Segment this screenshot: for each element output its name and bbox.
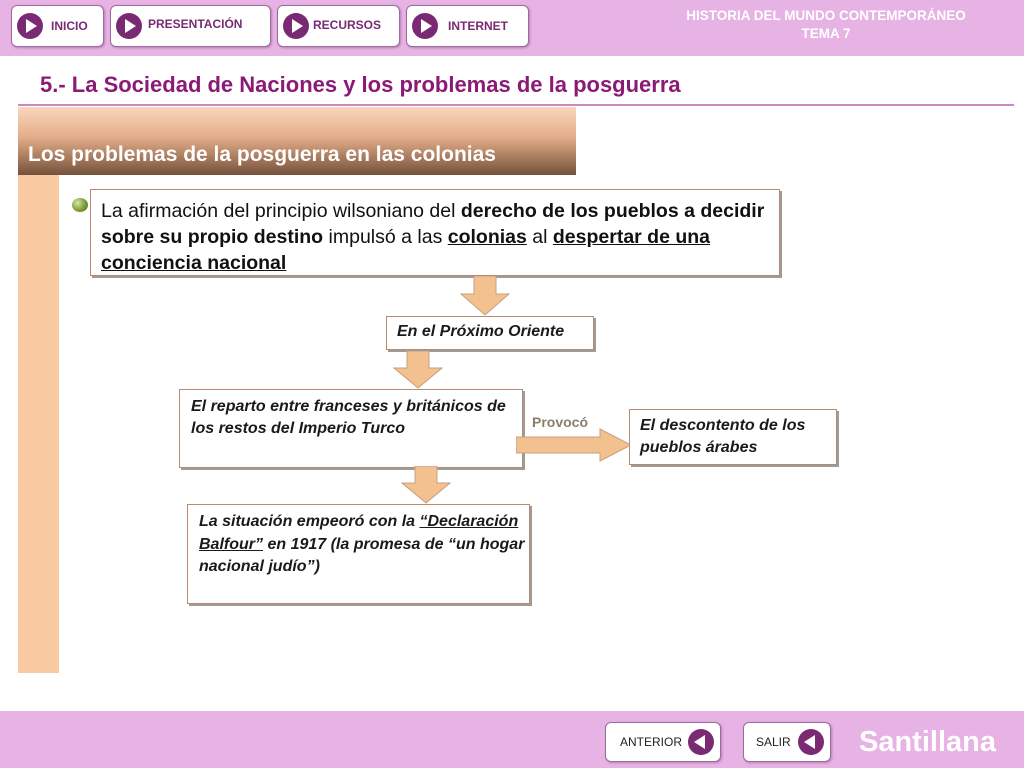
intro-text: La afirmación del principio wilsoniano del derecho de los pueblos a decidir sobre su propio destino impulsó a las colonias al despertar de una conciencia nacional: [101, 200, 765, 274]
descontento-box: [629, 409, 837, 465]
intro-emphasis: derecho de los pueblos a decidir sobre su propio destino: [101, 200, 765, 248]
bullet-icon: [72, 198, 88, 212]
anterior-button[interactable]: [605, 722, 721, 762]
down-arrow-icon: [393, 351, 443, 389]
colonias-link-text: colonias: [447, 226, 527, 248]
balfour-declaration-text: “Declaración Balfour”: [199, 513, 519, 553]
anterior-label: ANTERIOR: [620, 735, 683, 749]
balfour-box: [187, 504, 530, 604]
nav-internet-label: INTERNET: [448, 19, 508, 33]
nav-internet-button[interactable]: [406, 5, 529, 47]
play-icon: [17, 13, 43, 39]
conciencia-text: despertar de una conciencia nacional: [101, 226, 711, 274]
play-icon: [412, 13, 438, 39]
nav-presentacion-label: PRESENTACIÓN: [148, 17, 243, 31]
provoco-label: Provocó: [532, 414, 589, 430]
orient-text: En el Próximo Oriente: [397, 323, 565, 340]
play-icon: [283, 13, 309, 39]
page-title: 5.- La Sociedad de Naciones y los problemas de la posguerra: [40, 72, 681, 97]
left-decor-band: [18, 107, 59, 673]
section-title: Los problemas de la posguerra en las colonias: [28, 143, 496, 166]
intro-box: [90, 189, 780, 276]
unit-label: TEMA 7: [801, 26, 851, 41]
course-title: HISTORIA DEL MUNDO CONTEMPORÁNEO: [686, 8, 966, 23]
back-arrow-icon: [798, 729, 824, 755]
descontento-text: El descontento de los pueblos árabes: [640, 417, 806, 456]
nav-recursos-button[interactable]: [277, 5, 400, 47]
orient-box: [386, 316, 594, 350]
down-arrow-icon: [460, 276, 510, 316]
play-icon: [116, 13, 142, 39]
reparto-box: [179, 389, 523, 468]
balfour-text: La situación empeoró con la “Declaración Balfour” en 1917 (la promesa de “un hogar nacional judío”): [199, 513, 525, 575]
section-header: [18, 107, 576, 175]
brand-logo: Santillana: [859, 726, 996, 758]
salir-button[interactable]: [743, 722, 831, 762]
title-divider: [18, 104, 1014, 106]
salir-label: SALIR: [756, 735, 791, 749]
nav-inicio-button[interactable]: [11, 5, 104, 47]
nav-recursos-label: RECURSOS: [313, 18, 382, 32]
nav-presentacion-button[interactable]: [110, 5, 271, 47]
right-arrow-icon: [516, 428, 632, 462]
course-header: [646, 7, 1006, 43]
down-arrow-icon: [401, 466, 451, 504]
reparto-text: El reparto entre franceses y británicos de los restos del Imperio Turco: [191, 398, 506, 437]
nav-inicio-label: INICIO: [51, 19, 88, 33]
back-arrow-icon: [688, 729, 714, 755]
